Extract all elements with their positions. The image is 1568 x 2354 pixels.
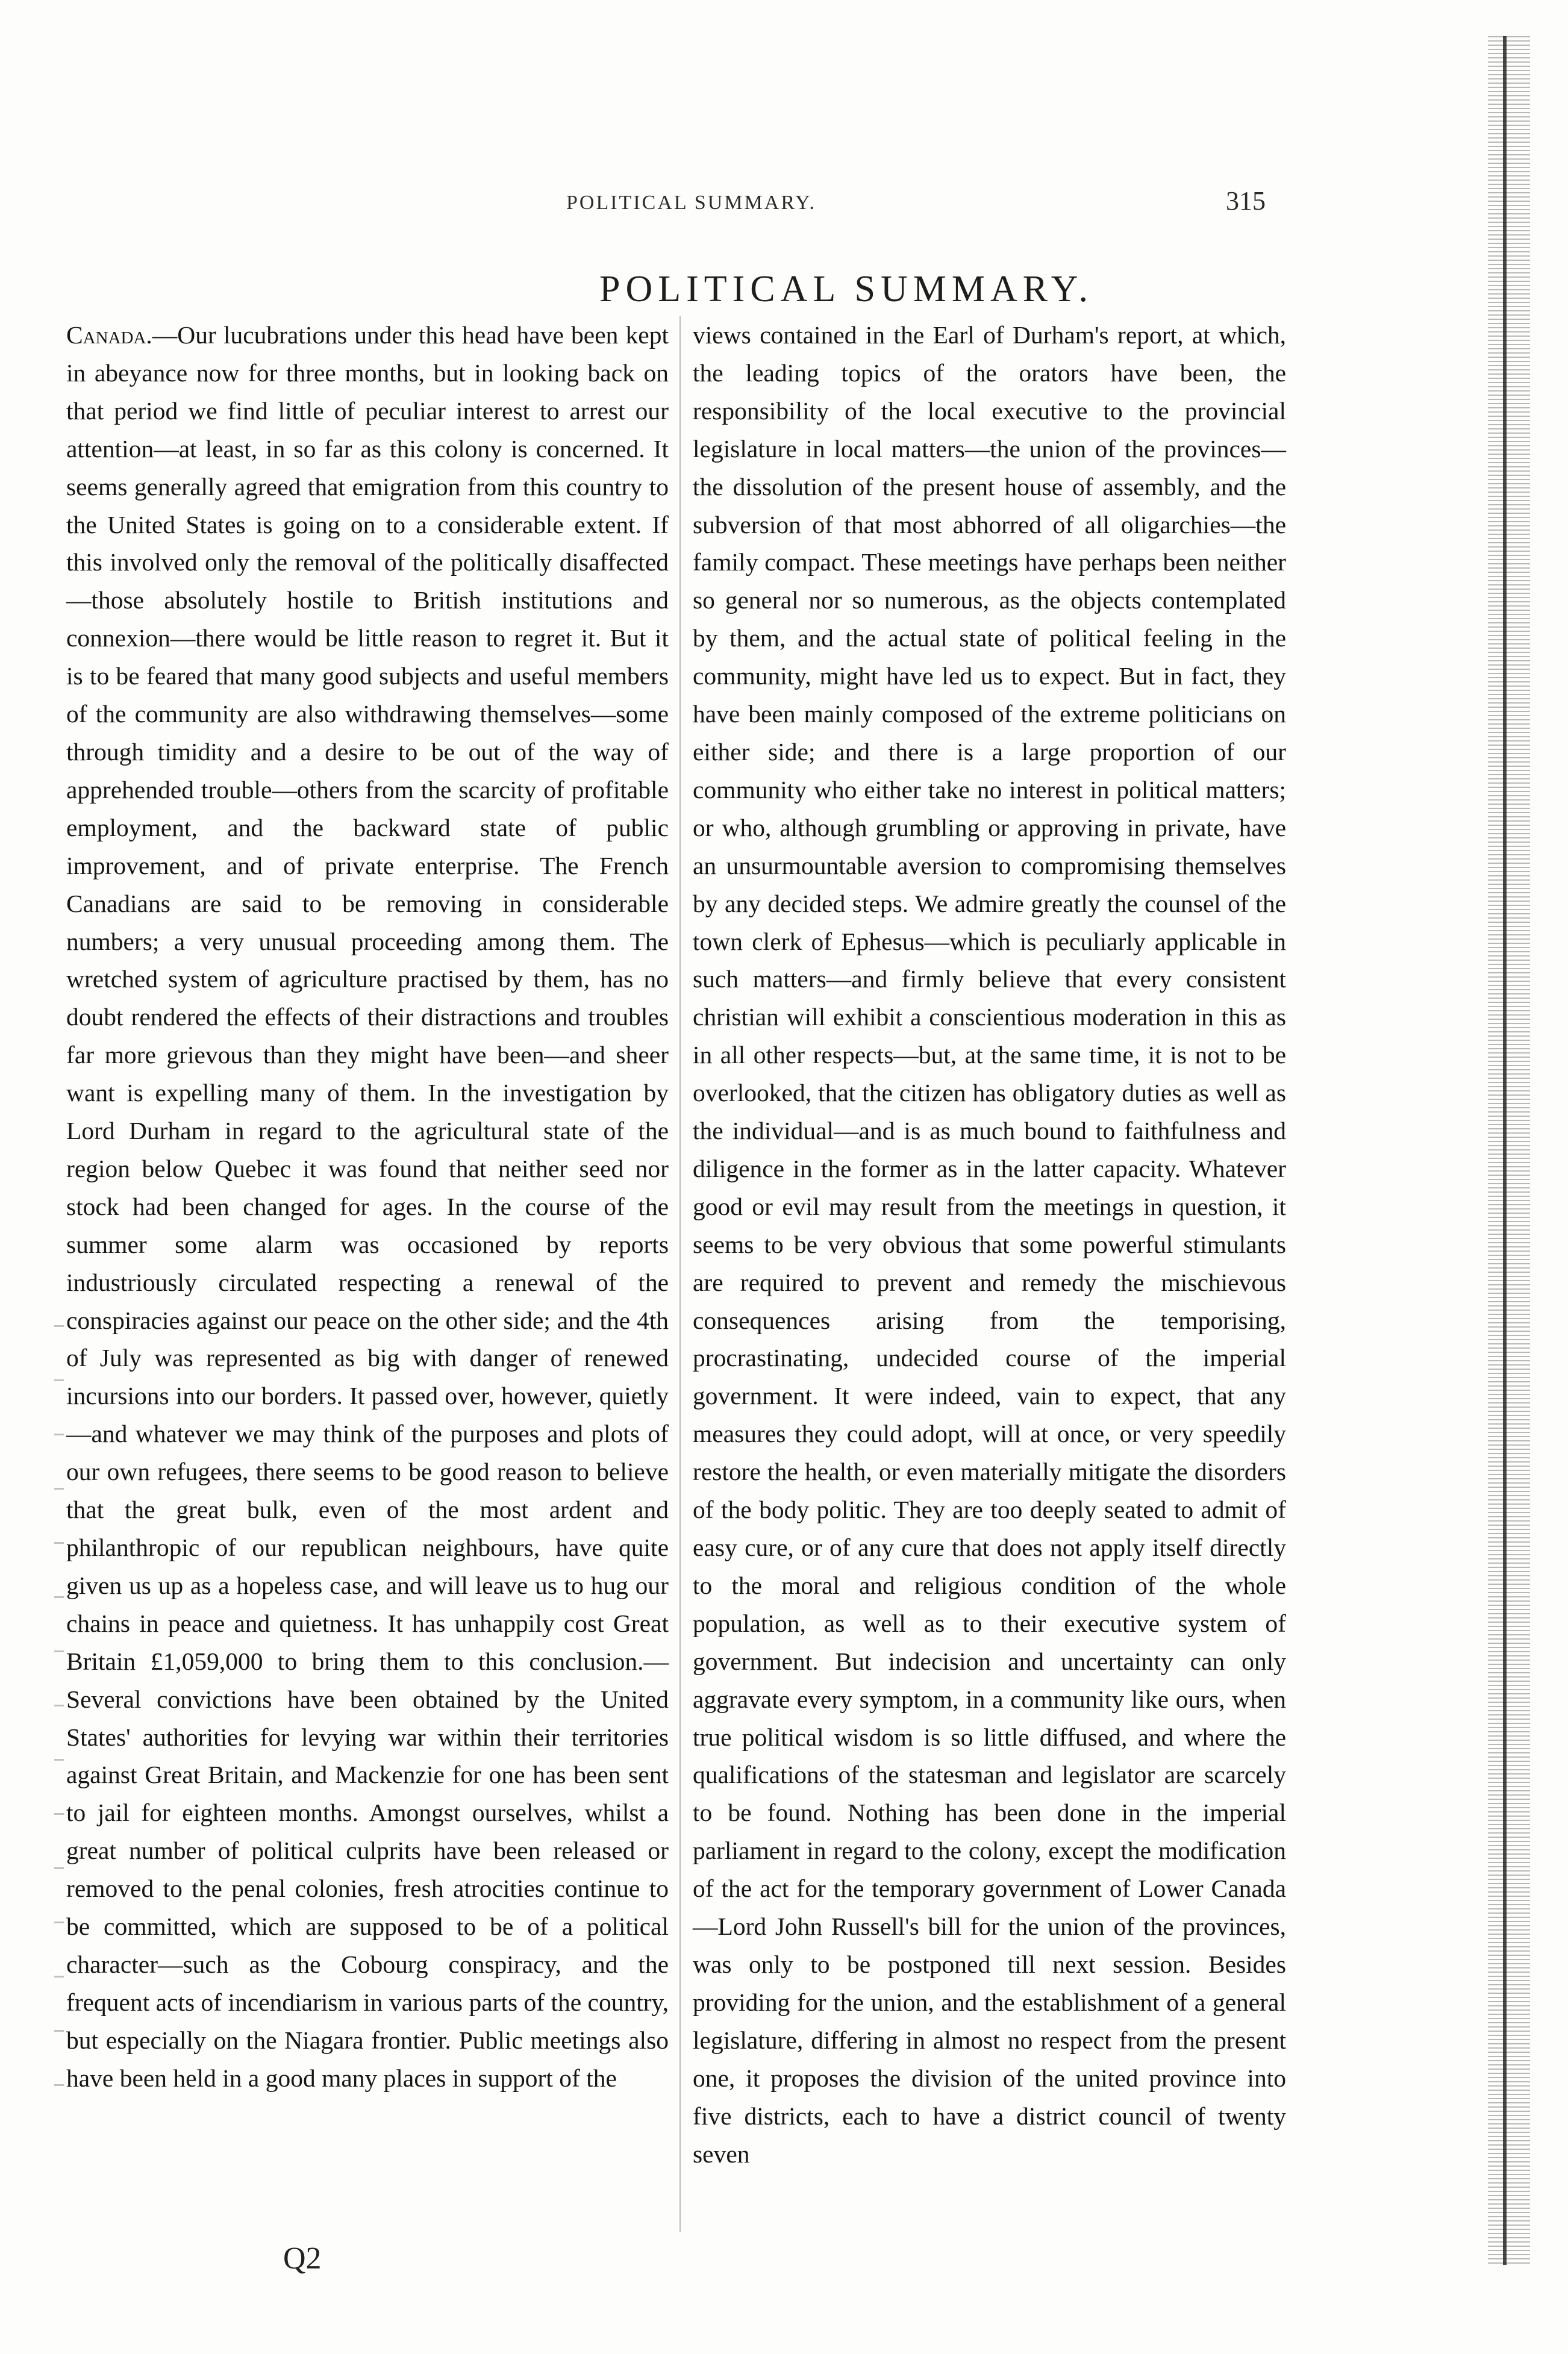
margin-specks bbox=[54, 1325, 64, 2108]
page-number: 315 bbox=[1226, 186, 1266, 216]
right-column-text: views contained in the Earl of Durham's report, at which, the leading topics of the orators have been, the responsibility of the local executive to the provincial legislature in local matters—the union of the provinces—the dissolution of the present house of assembly, and the subversion of that most abhorred of all oligarchies—the family compact. These meetings have perhaps been neither so general nor so numerous, as the objects contemplated by them, and the actual state of political feeling in the community, might have led us to expect. But in fact, they have been mainly composed of the extreme politicians on either side; and there is a large proportion of our community who either take no interest in political matters; or who, although grumbling or approving in private, have an unsurmountable aversion to compromising themselves by any decided steps. We admire greatly the counsel of the town clerk of Ephesus—which is peculiarly applicable in such matters—and firmly believe that every consistent christian will exhibit a conscientious moderation in this as in all other respects—but, at the same time, it is not to be overlooked, that the citizen has obligatory duties as well as the individual—and is as much bound to faithfulness and diligence in the former as in the latter capacity. Whatever good or evil may result from the meetings in question, it seems to be very obvious that some powerful stimulants are required to prevent and remedy the mischievous consequences arising from the temporising, procrastinating, undecided course of the imperial government. It were indeed, vain to expect, that any measures they could adopt, will at once, or very speedily restore the health, or even materially mitigate the disorders of the body politic. They are too deeply seated to admit of easy cure, or of any cure that does not apply itself directly to the moral and religious condition of the whole population, as well as to their executive system of government. But indecision and uncertainty can only aggravate every symptom, in a community like ours, when true political wisdom is so little diffused, and where the qualifications of the statesman and legislator are scarcely to be found. Nothing has been done in the imperial parliament in regard to the colony, except the modification of the act for the temporary government of Lower Canada—Lord John Russell's bill for the union of the provinces, was only to be postponed till next session. Besides providing for the union, and the establishment of a general legislature, differing in almost no respect from the present one, it proposes the division of the united province into five districts, each to have a district council of twenty seven bbox=[693, 321, 1286, 2168]
left-column bbox=[66, 316, 669, 2097]
column-divider bbox=[679, 316, 681, 2232]
scan-edge-line bbox=[1503, 36, 1507, 2265]
running-head: POLITICAL SUMMARY. bbox=[566, 192, 816, 214]
signature-mark: Q2 bbox=[283, 2241, 322, 2276]
article-title: POLITICAL SUMMARY. bbox=[599, 269, 1093, 310]
right-column bbox=[693, 316, 1286, 2173]
scan-edge-noise bbox=[1488, 36, 1530, 2265]
left-column-text: —Our lucubrations under this head have been kept in abeyance now for three months, but in looking back on that period we find little of peculiar interest to arrest our attention—at least, in so far as this colony is concerned. It seems generally agreed that emigration from this country to the United States is going on to a considerable extent. If this involved only the removal of the politically disaffected—those absolutely hostile to British institutions and connexion—there would be little reason to regret it. But it is to be feared that many good subjects and useful members of the community are also withdrawing themselves—some through timidity and a desire to be out of the way of apprehended trouble—others from the scarcity of profitable employment, and the backward state of public improvement, and of private enterprise. The French Canadians are said to be removing in considerable numbers; a very unusual proceeding among them. The wretched system of agriculture practised by them, has no doubt rendered the effects of their distractions and troubles far more grievous than they might have been—and sheer want is expelling many of them. In the investigation by Lord Durham in regard to the agricultural state of the region below Quebec it was found that neither seed nor stock had been changed for ages. In the course of the summer some alarm was occasioned by reports industriously circulated respecting a renewal of the conspiracies against our peace on the other side; and the 4th of July was represented as big with danger of renewed incursions into our borders. It passed over, however, quietly—and whatever we may think of the purposes and plots of our own refugees, there seems to be good reason to believe that the great bulk, even of the most ardent and philanthropic of our republican neighbours, have quite given us up as a hopeless case, and will leave us to hug our chains in peace and quietness. It has unhappily cost Great Britain £1,059,000 to bring them to this conclusion.—Several convictions have been obtained by the United States' authorities for levying war within their territories against Great Britain, and Mackenzie for one has been sent to jail for eighteen months. Amongst ourselves, whilst a great number of political culprits have been released or removed to the penal colonies, fresh atrocities continue to be committed, which are supposed to be of a political character—such as the Cobourg conspiracy, and the frequent acts of incendiarism in various parts of the country, but especially on the Niagara frontier. Public meetings also have been held in a good many places in support of the bbox=[66, 321, 669, 2092]
section-lead: Canada. bbox=[66, 321, 152, 349]
